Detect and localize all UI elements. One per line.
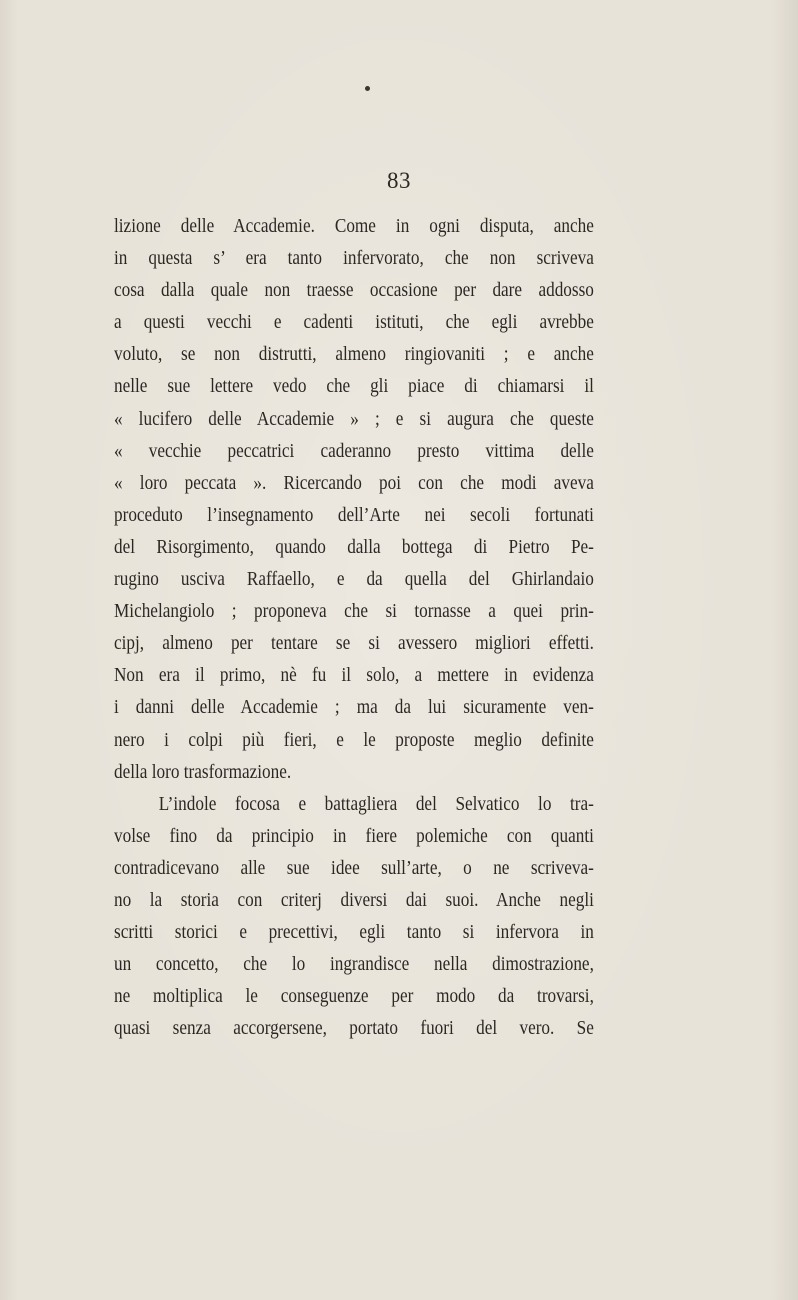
text-line: rugino usciva Raffaello, e da quella del Ghirlandaio <box>114 568 594 591</box>
text-line-indented: L’indole focosa e battagliera del Selvatico lo tra- <box>158 792 594 815</box>
text-line: volse fino da principio in fiere polemiche con quanti <box>114 824 594 847</box>
text-line: proceduto l’insegnamento dell’Arte nei secoli fortunati <box>114 503 594 526</box>
text-line: « lucifero delle Accademie » ; e si augura che queste <box>114 407 594 430</box>
text-line: cipj, almeno per tentare se si avessero migliori effetti. <box>114 632 594 655</box>
text-line: no la storia con criterj diversi dai suoi. Anche negli <box>114 888 594 911</box>
body-text <box>114 210 594 1044</box>
text-line: nelle sue lettere vedo che gli piace di chiamarsi il <box>114 375 594 398</box>
ink-dot <box>365 86 370 91</box>
text-line: i danni delle Accademie ; ma da lui sicuramente ven- <box>114 696 594 719</box>
text-line: Non era il primo, nè fu il solo, a mettere in evidenza <box>114 664 594 687</box>
text-line: un concetto, che lo ingrandisce nella dimostrazione, <box>114 953 594 976</box>
text-line: del Risorgimento, quando dalla bottega di Pietro Pe- <box>114 535 594 558</box>
page-number: 83 <box>387 168 411 193</box>
text-line: in questa s’ era tanto infervorato, che non scriveva <box>114 247 594 270</box>
text-line: quasi senza accorgersene, portato fuori del vero. Se <box>114 1017 594 1040</box>
text-line: scritti storici e precettivi, egli tanto si infervora in <box>114 921 594 944</box>
text-line: « vecchie peccatrici caderanno presto vittima delle <box>114 439 594 462</box>
text-line: della loro trasformazione. <box>114 760 292 783</box>
text-line: Michelangiolo ; proponeva che si tornasse a quei prin- <box>114 600 594 623</box>
text-line: a questi vecchi e cadenti istituti, che egli avrebbe <box>114 311 594 334</box>
text-line: contradicevano alle sue idee sull’arte, o ne scriveva- <box>114 856 594 879</box>
text-line: « loro peccata ». Ricercando poi con che modi aveva <box>114 471 594 494</box>
text-line: ne moltiplica le conseguenze per modo da trovarsi, <box>114 985 594 1008</box>
text-line: nero i colpi più fieri, e le proposte meglio definite <box>114 728 594 751</box>
text-line: voluto, se non distrutti, almeno ringiovaniti ; e anche <box>114 343 594 366</box>
text-line: lizione delle Accademie. Come in ogni disputa, anche <box>114 215 594 237</box>
text-line: cosa dalla quale non traesse occasione per dare addosso <box>114 279 594 302</box>
